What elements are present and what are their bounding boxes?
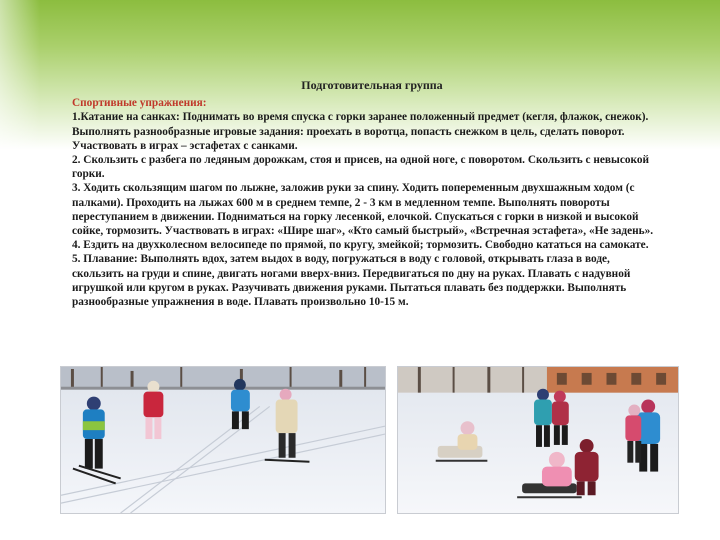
sledding-children-photo bbox=[397, 366, 679, 514]
sledding-photo-drawing bbox=[398, 367, 678, 513]
paragraph-5: 5. Плавание: Выполнять вдох, затем выдох в воду, погружаться в воду с головой, открывать глаза в воде, скользить на груди и спине, двигать ногами вверх-вниз. Передвигаться по дну на руках. Плавать с надувной игрушкой или кругом в руках. Разучивать движения руками. Пытаться плавать без поддержки. Выполнять разнообразные упражнения в воде. Плавать произвольно 10-15 м. bbox=[72, 253, 631, 309]
skiing-photo-drawing bbox=[61, 367, 385, 513]
paragraph-2: 2. Скользить с разбега по ледяным дорожкам, стоя и присев, на одной ноге, с поворотом. Скользить с невысокой горки. bbox=[72, 154, 650, 181]
text-block bbox=[72, 78, 662, 309]
paragraph-1: 1.Катание на санках: Поднимать во время спуска с горки заранее положенный предмет (кегля, флажок, снежок). Выполнять разнообразные игровые задания: проехать в воротца, попасть снежком в цель, сделать поворот. Участвовать в играх – эстафетах с санками. bbox=[72, 111, 649, 152]
slide-heading: Подготовительная группа bbox=[301, 78, 443, 92]
skiing-children-photo bbox=[60, 366, 386, 514]
header-fade bbox=[0, 0, 40, 150]
slide-subheading: Спортивные упражнения: bbox=[72, 97, 207, 110]
paragraph-3: 3. Ходить скользящим шагом по лыжне, заложив руки за спину. Ходить попеременным двухшажным ходом (с палками). Проходить на лыжах 600 м в среднем темпе, 2 - 3 км в медленном темпе. Выполнять повороты переступанием в движении. Подниматься на горку лесенкой, елочкой. Спускаться с горки в низкой и высокой сойке, тормозить. Участвовать в играх: «Шире шаг», «Кто самый быстрый», «Встречная эстафета», «Не задень». bbox=[72, 182, 654, 238]
paragraph-4: 4. Ездить на двухколесном велосипеде по прямой, по кругу, змейкой; тормозить. Свободно кататься на самокате. bbox=[72, 239, 649, 252]
